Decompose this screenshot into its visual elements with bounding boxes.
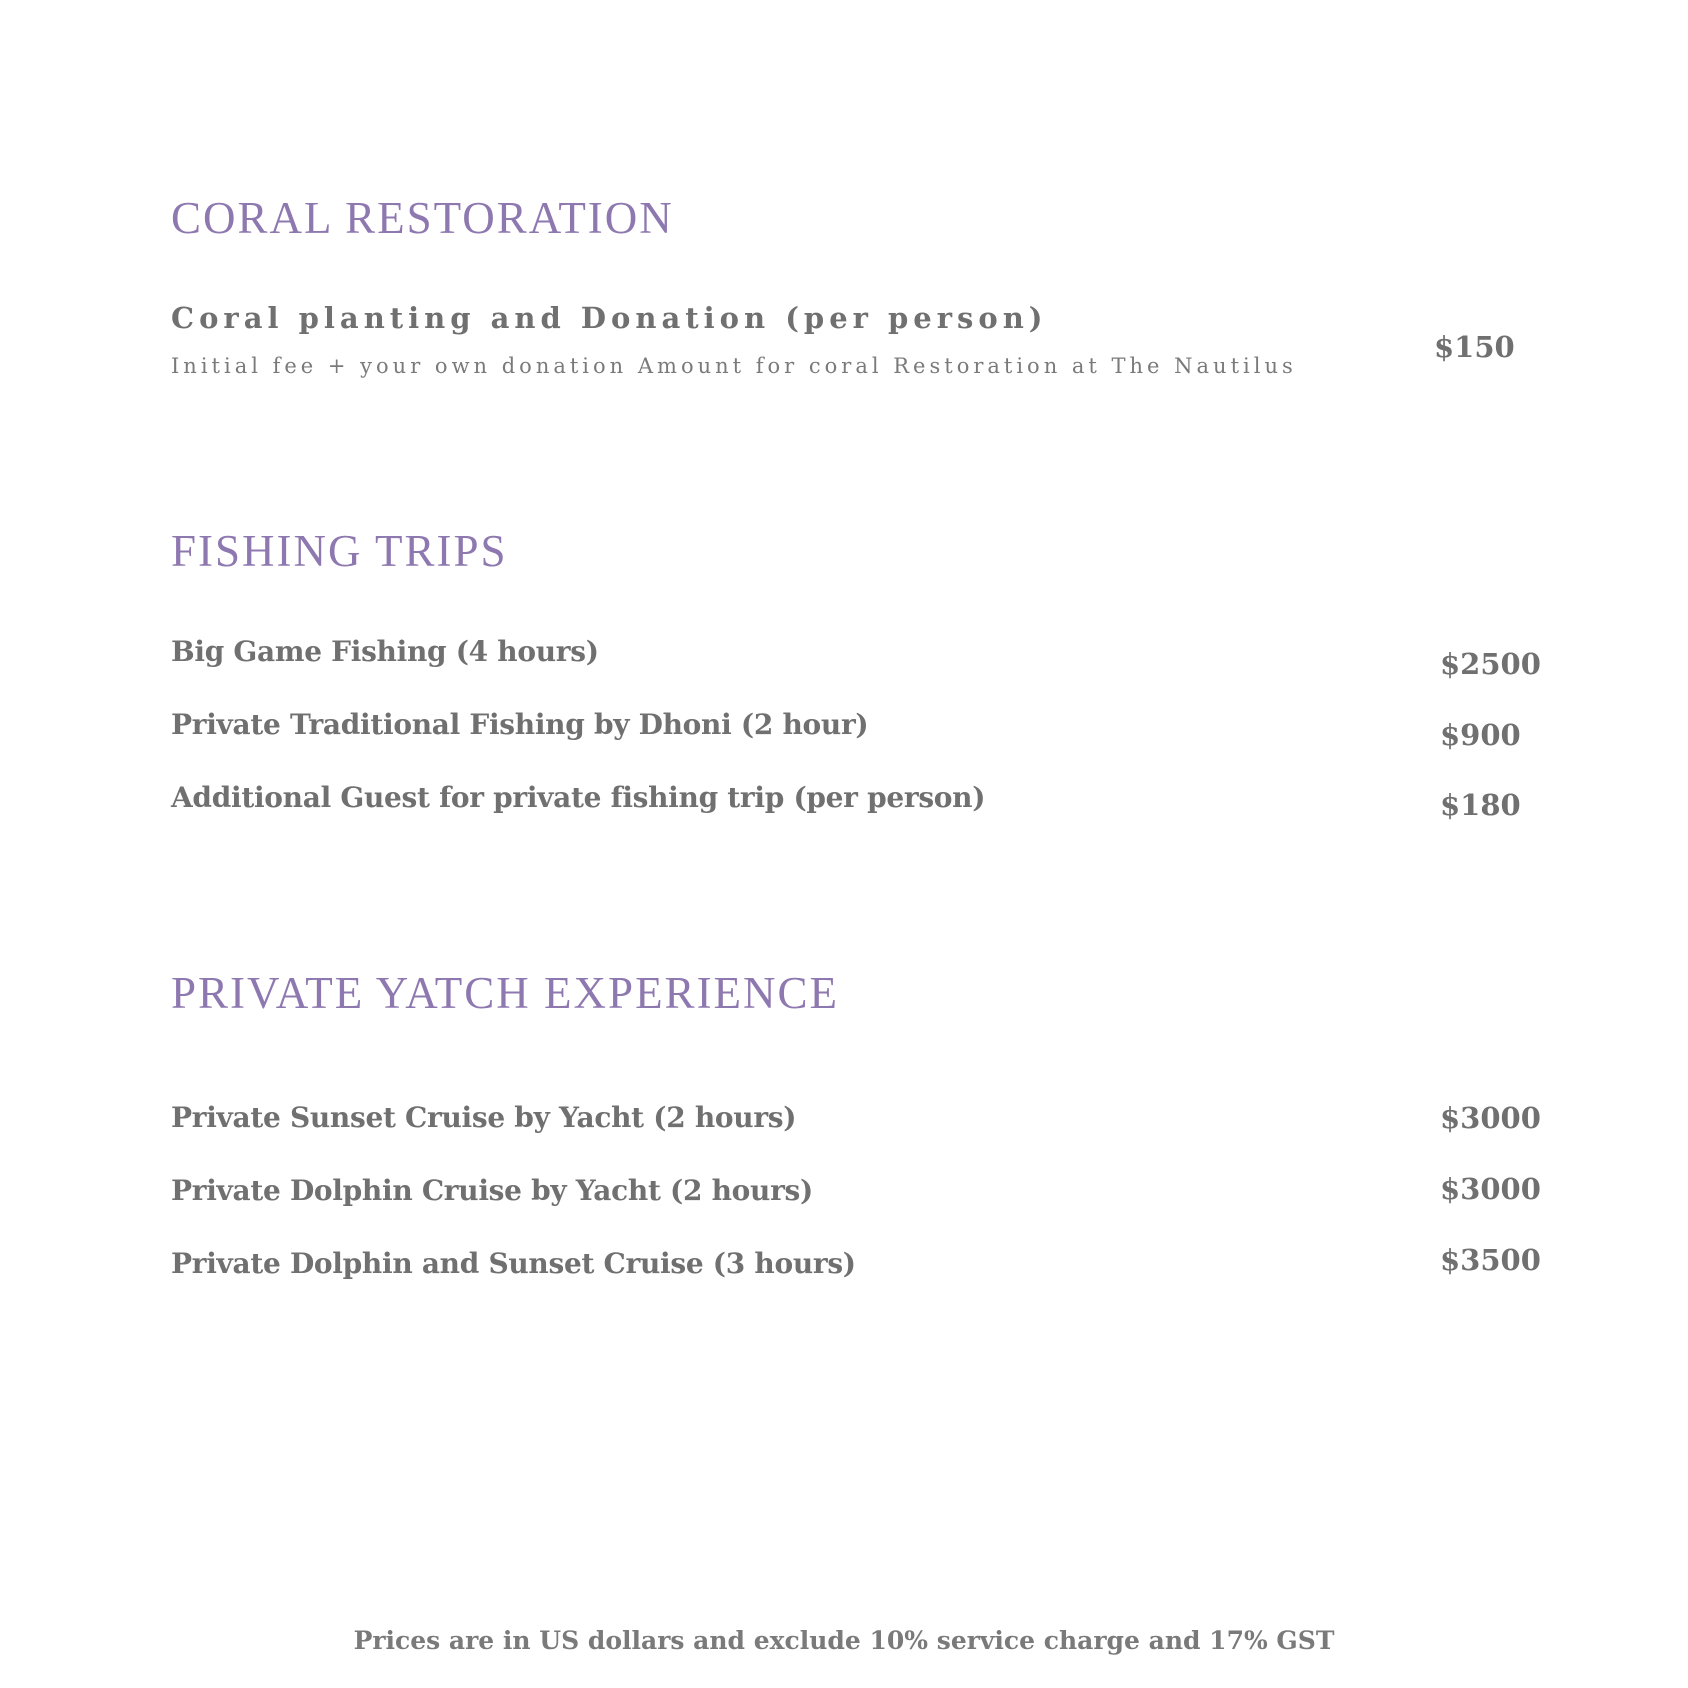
menu-item-coral-planting: Coral planting and Donation (per person) <box>171 301 1048 335</box>
menu-item-dolphin-sunset-cruise: Private Dolphin and Sunset Cruise (3 hours) <box>171 1247 856 1280</box>
menu-item-additional-guest: Additional Guest for private fishing trip (per person) <box>171 781 986 814</box>
price-sunset-cruise: $3000 <box>1440 1101 1541 1135</box>
price-traditional-fishing: $900 <box>1440 718 1521 752</box>
menu-item-dolphin-cruise: Private Dolphin Cruise by Yacht (2 hours) <box>171 1174 813 1207</box>
menu-item-big-game-fishing: Big Game Fishing (4 hours) <box>171 635 599 668</box>
section-title-private-yacht: PRIVATE YATCH EXPERIENCE <box>171 968 840 1018</box>
section-title-coral-restoration: CORAL RESTORATION <box>171 193 674 243</box>
menu-item-sunset-cruise: Private Sunset Cruise by Yacht (2 hours) <box>171 1101 797 1134</box>
footer-price-note: Prices are in US dollars and exclude 10% service charge and 17% GST <box>353 1626 1335 1655</box>
menu-item-coral-planting-description: Initial fee + your own donation Amount for coral Restoration at The Nautilus <box>171 354 1297 378</box>
price-dolphin-sunset-cruise: $3500 <box>1440 1243 1541 1277</box>
price-coral-planting: $150 <box>1434 330 1515 364</box>
price-big-game-fishing: $2500 <box>1440 647 1541 681</box>
price-additional-guest: $180 <box>1440 788 1521 822</box>
section-title-fishing-trips: FISHING TRIPS <box>171 526 508 576</box>
menu-item-traditional-fishing: Private Traditional Fishing by Dhoni (2 hour) <box>171 708 869 741</box>
price-dolphin-cruise: $3000 <box>1440 1172 1541 1206</box>
